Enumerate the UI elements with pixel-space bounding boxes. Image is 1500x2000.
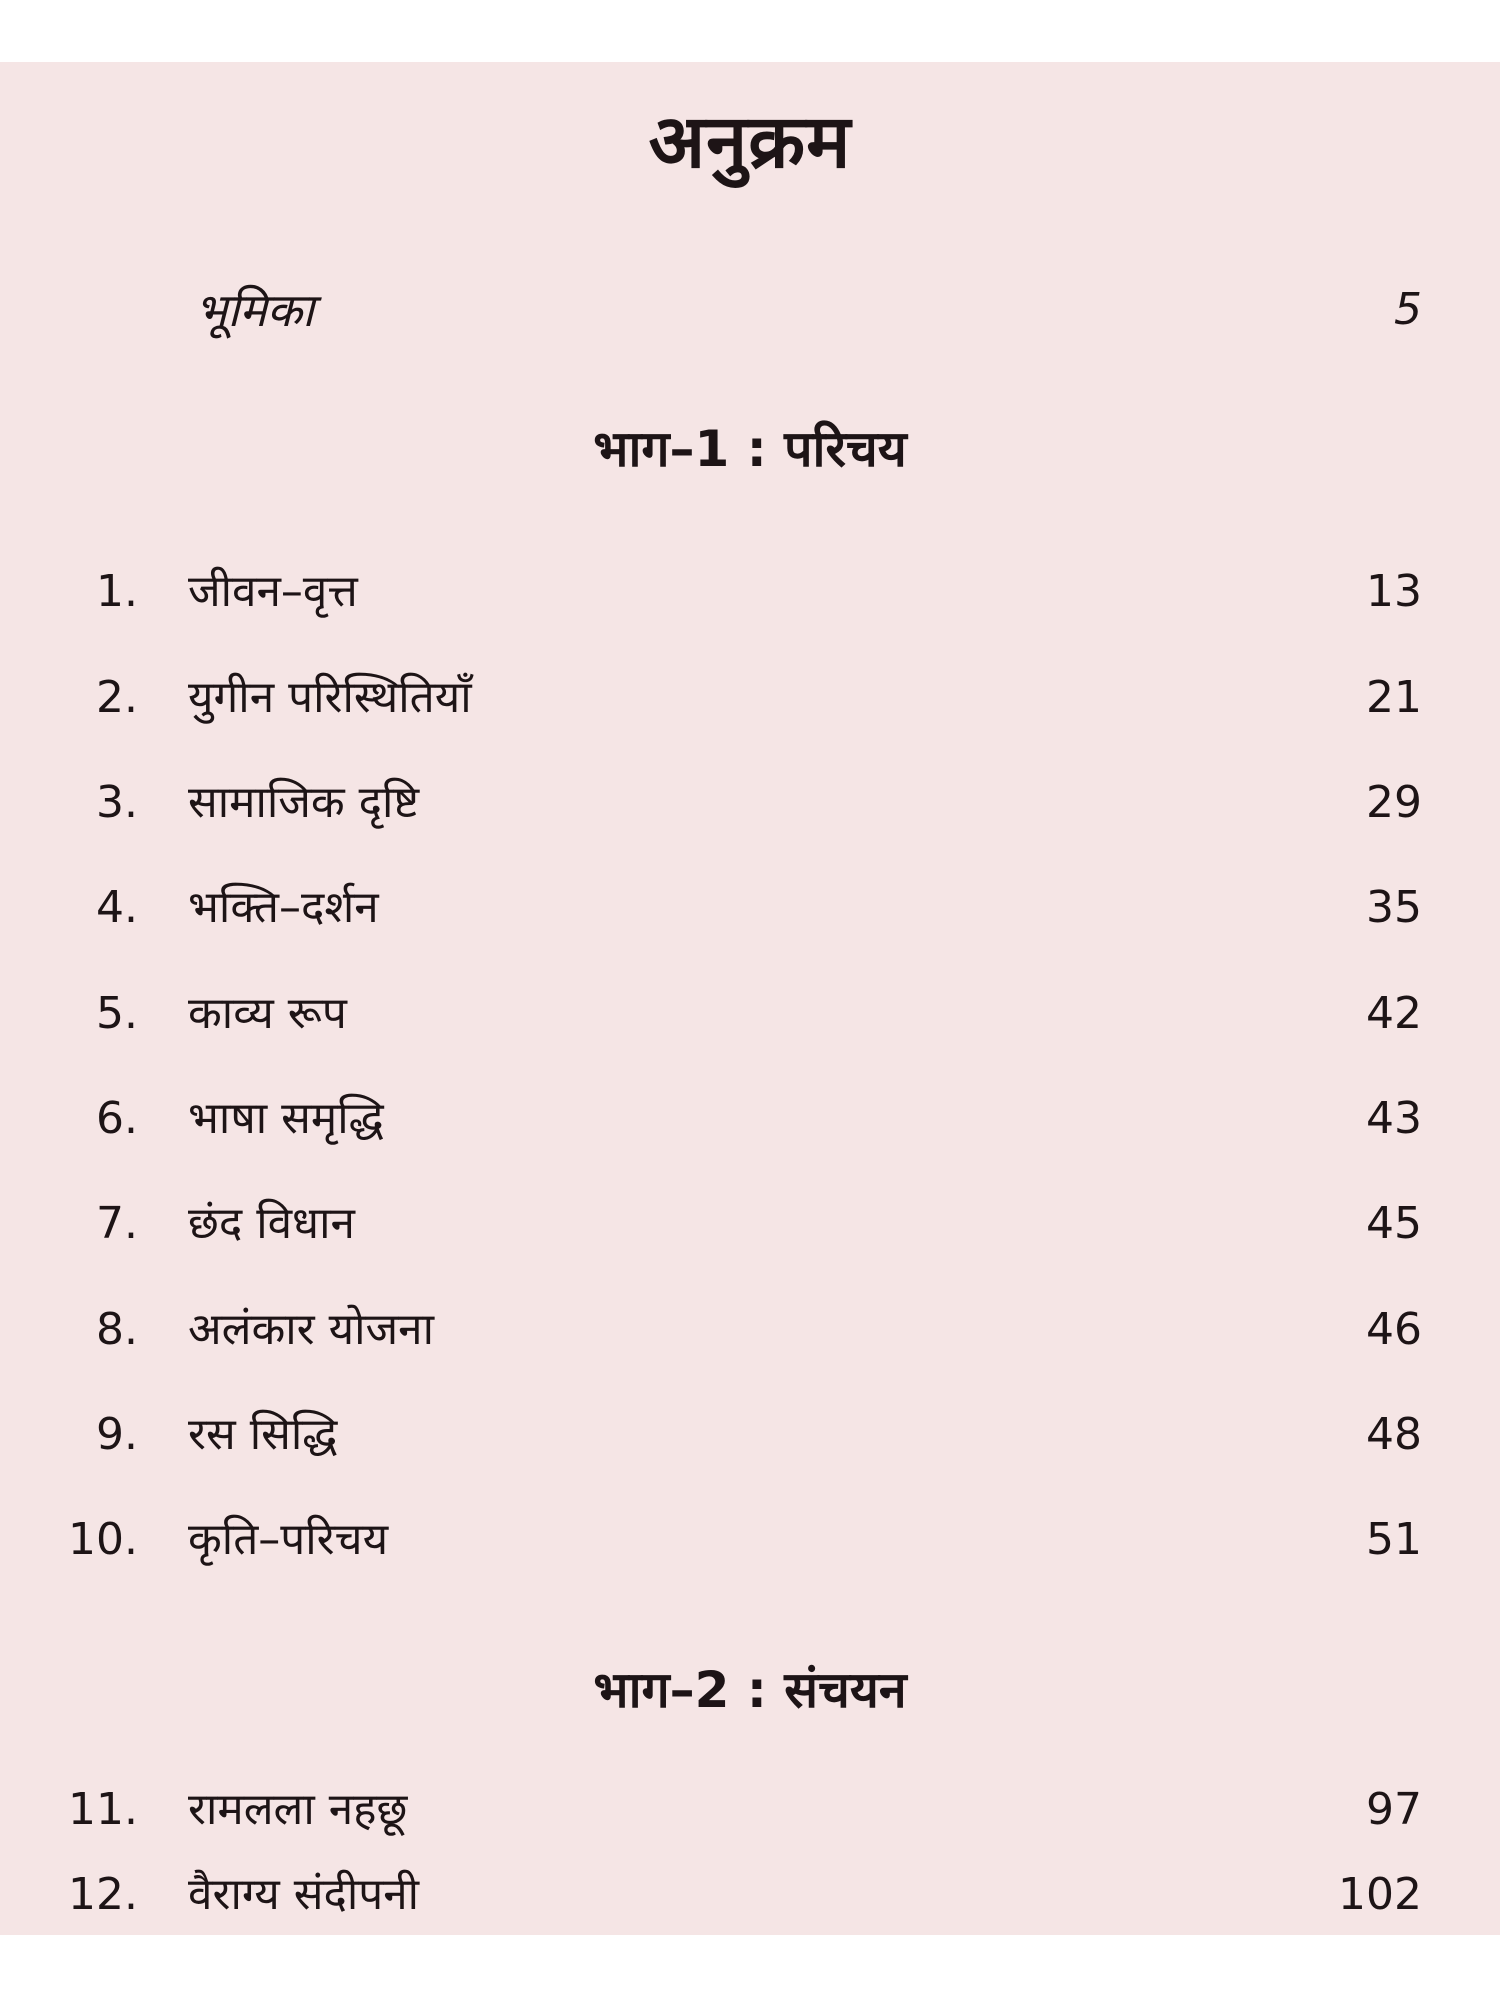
page-title: अनुक्रम <box>648 99 852 185</box>
toc-entry <box>0 1860 1500 1930</box>
toc-entry-number: 7. <box>96 1198 138 1249</box>
part-1-heading: भाग–1 : परिचय <box>593 420 907 478</box>
toc-entry-page: 97 <box>1366 1784 1422 1835</box>
toc-entry-page: 51 <box>1366 1514 1422 1565</box>
toc-entry-title: वैराग्य संदीपनी <box>188 1869 420 1920</box>
toc-entry-title: भक्ति–दर्शन <box>188 882 379 933</box>
toc-entry-page: 29 <box>1366 777 1422 828</box>
toc-entry-number: 12. <box>68 1869 138 1920</box>
toc-entry-number: 9. <box>96 1409 138 1460</box>
toc-entry-page: 48 <box>1366 1409 1422 1460</box>
toc-entry <box>0 1084 1500 1154</box>
toc-entry-page: 45 <box>1366 1198 1422 1249</box>
toc-entry-number: 1. <box>96 566 138 617</box>
toc-entry-title: रस सिद्धि <box>188 1409 338 1460</box>
toc-entry-page: 102 <box>1338 1869 1422 1920</box>
toc-entry-number: 6. <box>96 1093 138 1144</box>
toc-entry-title: युगीन परिस्थितियाँ <box>188 672 472 723</box>
toc-entry <box>0 768 1500 838</box>
toc-entry-page: 46 <box>1366 1304 1422 1355</box>
toc-entry-number: 8. <box>96 1304 138 1355</box>
toc-entry-title: अलंकार योजना <box>188 1304 434 1355</box>
toc-entry-title: सामाजिक दृष्टि <box>188 777 420 828</box>
preface-page-number: 5 <box>1394 284 1422 335</box>
toc-entry <box>0 1189 1500 1259</box>
toc-entry-number: 4. <box>96 882 138 933</box>
toc-entry-number: 11. <box>68 1784 138 1835</box>
toc-entry-title: रामलला नहछू <box>188 1784 408 1835</box>
toc-entry-title: काव्य रूप <box>188 988 347 1039</box>
book-page <box>0 62 1500 1935</box>
toc-entry-title: जीवन–वृत्त <box>188 566 358 617</box>
toc-entry <box>0 1400 1500 1470</box>
toc-entry-page: 13 <box>1366 566 1422 617</box>
part-2-heading: भाग–2 : संचयन <box>593 1661 907 1719</box>
toc-entry-number: 10. <box>68 1514 138 1565</box>
toc-entry <box>0 663 1500 733</box>
toc-entry-title: कृति–परिचय <box>188 1514 389 1565</box>
toc-entry-page: 43 <box>1366 1093 1422 1144</box>
toc-entry-title: भाषा समृद्धि <box>188 1093 384 1144</box>
toc-entry-number: 2. <box>96 672 138 723</box>
toc-entry-number: 3. <box>96 777 138 828</box>
toc-entry <box>0 1295 1500 1365</box>
preface-label: भूमिका <box>195 283 315 337</box>
toc-entry <box>0 1775 1500 1845</box>
toc-entry-page: 21 <box>1366 672 1422 723</box>
toc-entry-title: छंद विधान <box>188 1198 355 1249</box>
toc-entry <box>0 557 1500 627</box>
toc-entry-page: 35 <box>1366 882 1422 933</box>
toc-entry <box>0 1505 1500 1575</box>
toc-entry <box>0 873 1500 943</box>
toc-entry-number: 5. <box>96 988 138 1039</box>
toc-entry-page: 42 <box>1366 988 1422 1039</box>
toc-entry <box>0 979 1500 1049</box>
